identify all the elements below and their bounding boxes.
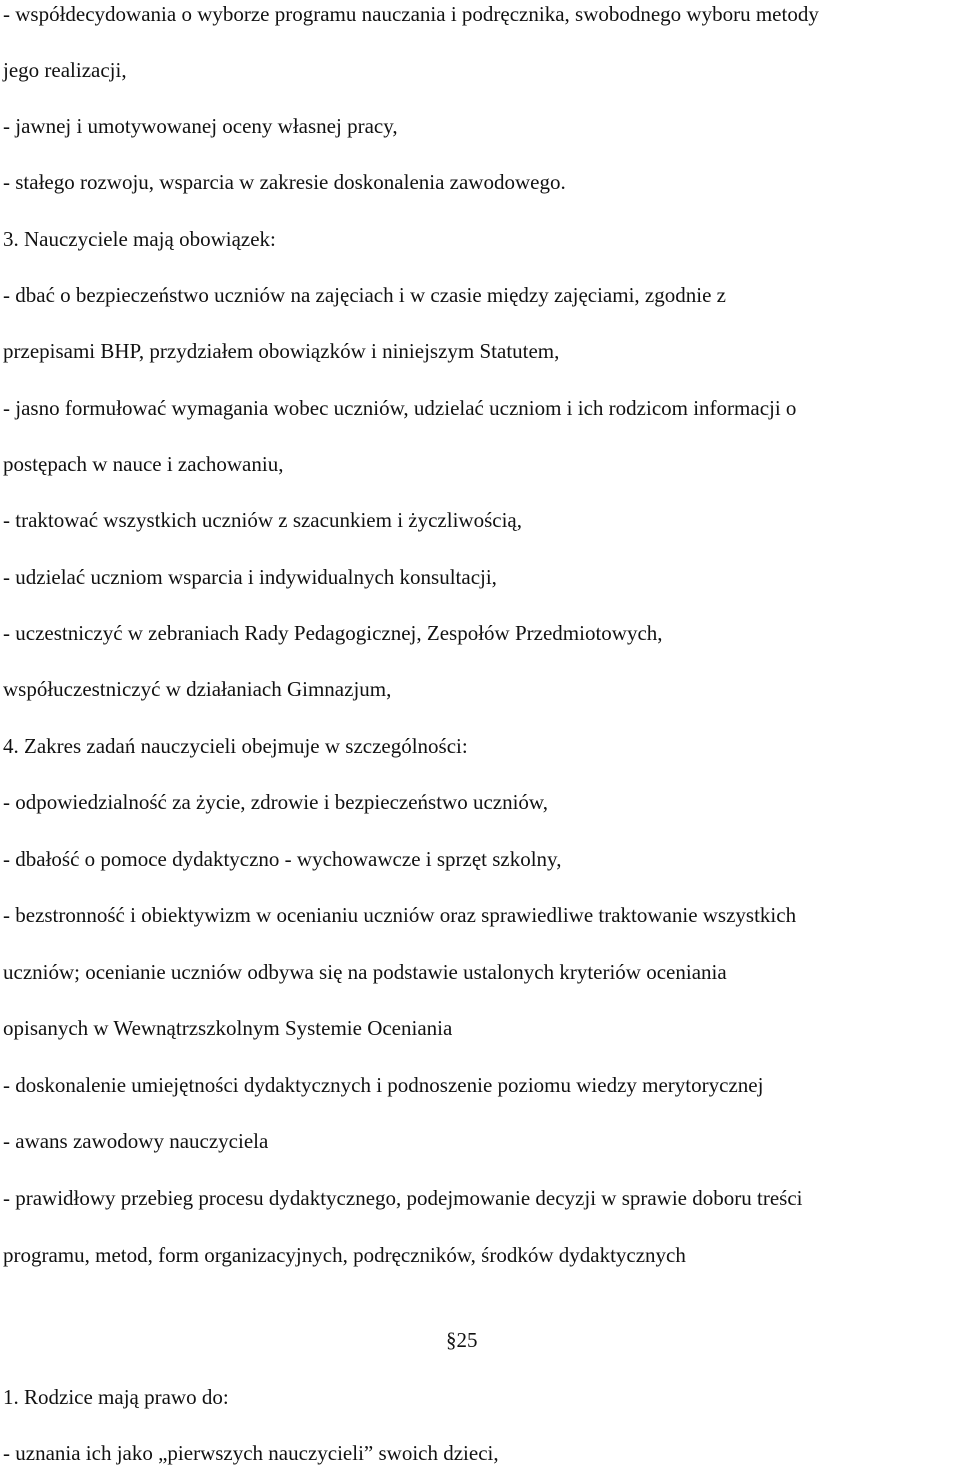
text-line-10: - traktować wszystkich uczniów z szacunkiem i życzliwością, [3, 508, 522, 532]
text-line-5: 3. Nauczyciele mają obowiązek: [3, 227, 276, 251]
text-line-3: - jawnej i umotywowanej oceny własnej pracy, [3, 114, 398, 138]
text-line-4: - stałego rozwoju, wsparcia w zakresie doskonalenia zawodowego. [3, 170, 566, 194]
text-line-1: - współdecydowania o wyborze programu nauczania i podręcznika, swobodnego wyboru metody [3, 2, 819, 26]
section-heading: §25 [446, 1328, 478, 1352]
text-line-21: - awans zawodowy nauczyciela [3, 1129, 269, 1153]
text-line-23: programu, metod, form organizacyjnych, podręczników, środków dydaktycznych [3, 1243, 686, 1267]
text-line-17: - bezstronność i obiektywizm w ocenianiu uczniów oraz sprawiedliwe traktowanie wszystkich [3, 903, 797, 927]
text-line-13: współuczestniczyć w działaniach Gimnazjum, [3, 677, 392, 701]
text-line-8: - jasno formułować wymagania wobec uczniów, udzielać uczniom i ich rodzicom informacji o [3, 396, 797, 420]
text-line-14: 4. Zakres zadań nauczycieli obejmuje w szczególności: [3, 734, 468, 758]
text-line-7: przepisami BHP, przydziałem obowiązków i niniejszym Statutem, [3, 339, 560, 363]
text-line-12: - uczestniczyć w zebraniach Rady Pedagogicznej, Zespołów Przedmiotowych, [3, 621, 663, 645]
text-line-25: - uznania ich jako „pierwszych nauczycieli” swoich dzieci, [3, 1441, 499, 1465]
text-line-16: - dbałość o pomoce dydaktyczno - wychowawcze i sprzęt szkolny, [3, 847, 562, 871]
text-line-11: - udzielać uczniom wsparcia i indywidualnych konsultacji, [3, 565, 497, 589]
text-line-19: opisanych w Wewnątrzszkolnym Systemie Oceniania [3, 1016, 453, 1040]
text-line-6: - dbać o bezpieczeństwo uczniów na zajęciach i w czasie między zajęciami, zgodnie z [3, 283, 726, 307]
text-line-9: postępach w nauce i zachowaniu, [3, 452, 284, 476]
text-line-22: - prawidłowy przebieg procesu dydaktycznego, podejmowanie decyzji w sprawie doboru treści [3, 1186, 803, 1210]
text-line-20: - doskonalenie umiejętności dydaktycznych i podnoszenie poziomu wiedzy merytorycznej [3, 1073, 764, 1097]
text-line-15: - odpowiedzialność za życie, zdrowie i bezpieczeństwo uczniów, [3, 790, 548, 814]
text-line-24: 1. Rodzice mają prawo do: [3, 1385, 229, 1409]
text-line-2: jego realizacji, [3, 58, 127, 82]
text-line-18: uczniów; ocenianie uczniów odbywa się na podstawie ustalonych kryteriów oceniania [3, 960, 727, 984]
